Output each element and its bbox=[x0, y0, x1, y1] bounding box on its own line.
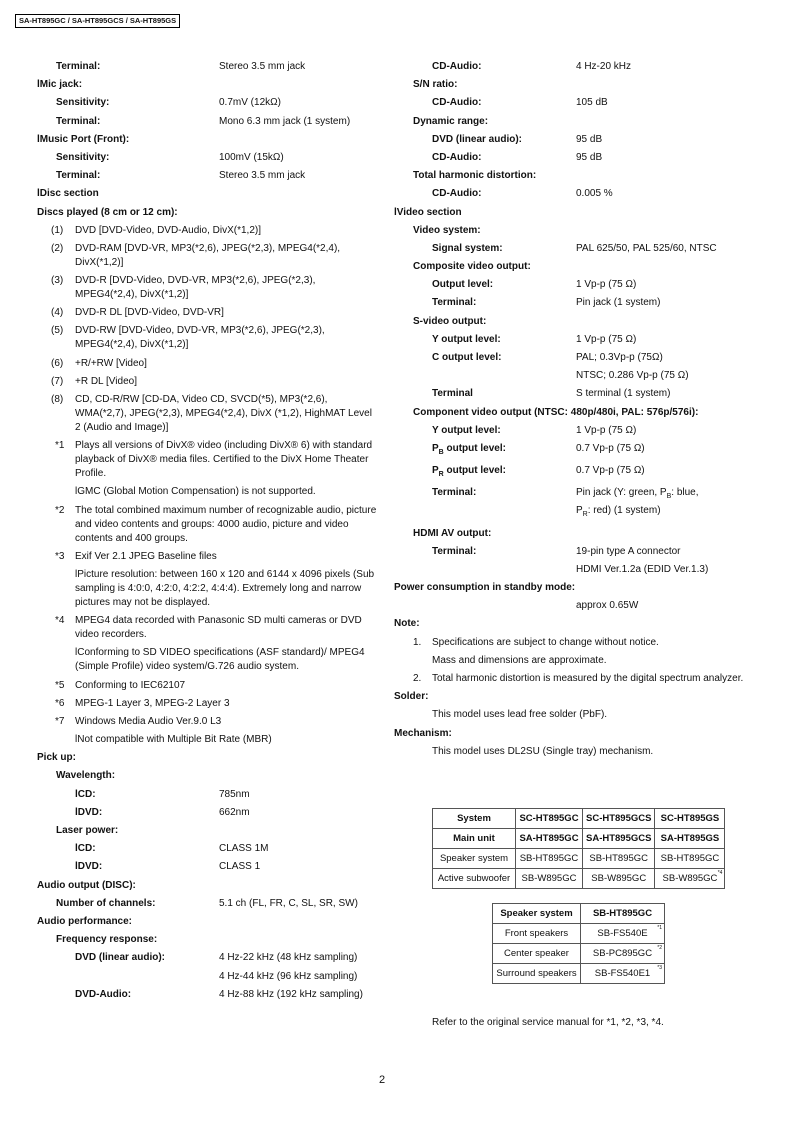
section-heading: Discs played (8 cm or 12 cm): bbox=[37, 206, 178, 218]
table-row: Surround speakers SB-FS540E1 *3 bbox=[493, 964, 665, 984]
spec-row: 4 Hz-44 kHz (96 kHz sampling) bbox=[219, 970, 358, 982]
note-item: 2. Total harmonic distortion is measured by the digital spectrum analyzer. bbox=[413, 673, 744, 684]
list-item: (7) +R DL [Video] bbox=[51, 375, 137, 387]
footnote: *4 MPEG4 data recorded with Panasonic SD multi cameras or DVD video recorders. bbox=[55, 615, 362, 641]
table-row: Speaker system SB-HT895GC SB-HT895GC SB-HT895GC bbox=[433, 849, 725, 869]
system-model-table bbox=[432, 808, 725, 889]
spec-row: HDMI Ver.1.2a (EDID Ver.1.3) bbox=[576, 563, 709, 575]
list-item: (1) DVD [DVD-Video, DVD-Audio, DivX(*1,2)] bbox=[51, 224, 261, 236]
spec-row: Terminal: 19-pin type A connector bbox=[432, 545, 681, 557]
footnote-mark: *3 bbox=[657, 965, 662, 971]
section-heading: Audio performance: bbox=[37, 915, 133, 927]
spec-row: Terminal: Mono 6.3 mm jack (1 system) bbox=[56, 115, 351, 127]
subsection-heading: Frequency response: bbox=[56, 934, 158, 946]
refer-note: Refer to the original service manual for *1, *2, *3, *4. bbox=[432, 1017, 664, 1028]
subsection-heading: Component video output (NTSC: 480p/480i, PAL: 576p/576i): bbox=[413, 406, 699, 418]
spec-row: approx 0.65W bbox=[576, 600, 639, 612]
note-item: 1. Specifications are subject to change without notice. bbox=[413, 636, 659, 648]
subsection-heading: S/N ratio: bbox=[413, 79, 458, 91]
spec-row: C output level: PAL; 0.3Vp-p (75Ω) bbox=[432, 352, 663, 363]
section-heading: Solder: bbox=[394, 691, 429, 703]
section-heading: Power consumption in standby mode: bbox=[394, 582, 576, 594]
list-item: (8) CD, CD-R/RW [CD-DA, Video CD, SVCD(*5), MP3(*2,6), WMA(*2,7), JPEG(*2,3), MPEG4(*2,4), DivX (*1,2), HighMAT Level 2 (Audio and Image)] bbox=[51, 394, 372, 433]
footnote-mark: *2 bbox=[657, 945, 662, 951]
spec-row: $P_R$ output level: 0.7 Vp-p (75 Ω) bbox=[432, 465, 645, 479]
table-row: Active subwoofer SB-W895GC SB-W895GC SB-W895GC *4 bbox=[433, 869, 725, 889]
spec-row: lCD: CLASS 1M bbox=[75, 843, 269, 855]
list-item: (2) DVD-RAM [DVD-VR, MP3(*2,6), JPEG(*2,3), MPEG4(*2,4), DivX(*1,2)] bbox=[51, 242, 341, 268]
subsection-heading: HDMI AV output: bbox=[413, 527, 492, 539]
spec-row: Terminal S terminal (1 system) bbox=[432, 388, 671, 400]
right-column bbox=[394, 60, 750, 763]
list-item: (3) DVD-R [DVD-Video, DVD-VR, MP3(*2,6), JPEG(*2,3), MPEG4(*2,4), DivX(*1,2)] bbox=[51, 275, 316, 301]
subsection-heading: Dynamic range: bbox=[413, 115, 489, 127]
spec-row: CD-Audio: 95 dB bbox=[432, 151, 603, 163]
left-column bbox=[37, 60, 377, 1006]
table-row: System SC-HT895GC SC-HT895GCS SC-HT895GS bbox=[433, 809, 725, 829]
spec-row: CD-Audio: 4 Hz-20 kHz bbox=[432, 61, 632, 72]
footnote: *2 The total combined maximum number of recognizable audio, picture and video contents and groups: 4000 audio, picture and video contents and 400 groups. bbox=[55, 504, 377, 544]
section-heading: Pick up: bbox=[37, 752, 76, 764]
footnote-continuation: lPicture resolution: between 160 x 120 and 6144 x 4096 pixels (Sub sampling is 4:0:0, 4:2:0, 4:2:2, 4:4:4). Extremely long and narrow pictures may not be displayed. bbox=[75, 568, 375, 608]
section-heading: lMusic Port (Front): bbox=[37, 133, 130, 145]
section-heading: lVideo section bbox=[394, 206, 462, 218]
table-row: Speaker system SB-HT895GC bbox=[493, 904, 665, 924]
table-row: Main unit SA-HT895GC SA-HT895GCS SA-HT895GS bbox=[433, 829, 725, 849]
spec-row: CD-Audio: 0.005 % bbox=[432, 188, 613, 200]
section-heading: Mechanism: bbox=[394, 727, 452, 739]
spec-row: Signal system: PAL 625/50, PAL 525/60, NTSC bbox=[432, 242, 717, 254]
spec-row: Y output level: 1 Vp-p (75 Ω) bbox=[432, 333, 637, 345]
spec-row: Terminal: Stereo 3.5 mm jack bbox=[56, 61, 306, 72]
subsection-heading: Composite video output: bbox=[413, 261, 531, 273]
subsection-heading: S-video output: bbox=[413, 315, 487, 327]
table-row: Front speakers SB-FS540E *1 bbox=[493, 924, 665, 944]
footnote: *3 Exif Ver 2.1 JPEG Baseline files bbox=[55, 550, 217, 562]
spec-row: DVD-Audio: 4 Hz-88 kHz (192 kHz sampling) bbox=[75, 988, 363, 1000]
subsection-heading: Laser power: bbox=[56, 825, 119, 836]
section-heading: lMic jack: bbox=[37, 79, 83, 91]
speaker-system-table bbox=[492, 903, 665, 984]
footnote: *5 Conforming to IEC62107 bbox=[55, 679, 186, 691]
footnote-continuation: lConforming to SD VIDEO specifications (ASF standard)/ MPEG4 (Simple Profile) video system/G.726 audio system. bbox=[75, 647, 365, 673]
spec-row: NTSC; 0.286 Vp-p (75 Ω) bbox=[576, 370, 689, 382]
paragraph: This model uses DL2SU (Single tray) mechanism. bbox=[432, 745, 654, 757]
section-heading: Audio output (DISC): bbox=[37, 879, 136, 891]
list-item: (6) +R/+RW [Video] bbox=[51, 357, 147, 369]
spec-row: Sensitivity: 0.7mV (12kΩ) bbox=[56, 97, 281, 109]
spec-row: DVD (linear audio): 4 Hz-22 kHz (48 kHz sampling) bbox=[75, 952, 358, 964]
subsection-heading: Total harmonic distortion: bbox=[413, 170, 537, 182]
subsection-heading: Wavelength: bbox=[56, 770, 116, 782]
paragraph: This model uses lead free solder (PbF). bbox=[432, 709, 608, 721]
spec-row: Output level: 1 Vp-p (75 Ω) bbox=[432, 279, 637, 291]
spec-row: $P_B$ output level: 0.7 Vp-p (75 Ω) bbox=[432, 442, 645, 456]
note-item: Mass and dimensions are approximate. bbox=[432, 654, 607, 666]
spec-row: Terminal: Pin jack (1 system) bbox=[432, 297, 661, 309]
subsection-heading: Video system: bbox=[413, 224, 481, 236]
footnote-mark: *4 bbox=[717, 870, 723, 876]
spec-row: CD-Audio: 105 dB bbox=[432, 97, 608, 109]
footnote-mark: *1 bbox=[657, 925, 662, 931]
spec-row: Number of channels: 5.1 ch (FL, FR, C, SL, SR, SW) bbox=[56, 897, 358, 909]
footnote: *1 Plays all versions of DivX® video (including DivX® 6) with standard playback of DivX® media files. Certified to the DivX Home Theater Profile. bbox=[55, 440, 373, 480]
section-heading: lDisc section bbox=[37, 188, 99, 200]
spec-row: lDVD: 662nm bbox=[75, 806, 250, 818]
header-model-box: SA-HT895GC / SA-HT895GCS / SA-HT895GS bbox=[15, 14, 180, 28]
page-number: 2 bbox=[379, 1074, 386, 1086]
list-item: (5) DVD-RW [DVD-Video, DVD-VR, MP3(*2,6), JPEG(*2,3), MPEG4(*2,4), DivX(*1,2)] bbox=[51, 325, 325, 351]
spec-row: lCD: 785nm bbox=[75, 788, 250, 800]
footnote-continuation: lNot compatible with Multiple Bit Rate (MBR) bbox=[75, 734, 272, 746]
footnote-continuation: lGMC (Global Motion Compensation) is not supported. bbox=[75, 486, 316, 498]
spec-row: lDVD: CLASS 1 bbox=[75, 861, 261, 873]
section-heading: Note: bbox=[394, 618, 420, 630]
spec-row: DVD (linear audio): 95 dB bbox=[432, 133, 603, 145]
spec-row: Sensitivity: 100mV (15kΩ) bbox=[56, 151, 284, 163]
list-item: (4) DVD-R DL [DVD-Video, DVD-VR] bbox=[51, 307, 224, 319]
table-row: Center speaker SB-PC895GC *2 bbox=[493, 944, 665, 964]
footnote: *6 MPEG-1 Layer 3, MPEG-2 Layer 3 bbox=[55, 697, 230, 709]
spec-row: Terminal: Stereo 3.5 mm jack bbox=[56, 170, 306, 182]
spec-row: Y output level: 1 Vp-p (75 Ω) bbox=[432, 424, 637, 436]
spec-row: Terminal: Pin jack (Y: green, $P_B$: blue, $P_R$: red) (1 system) bbox=[432, 487, 699, 519]
footnote: *7 Windows Media Audio Ver.9.0 L3 bbox=[55, 715, 222, 727]
